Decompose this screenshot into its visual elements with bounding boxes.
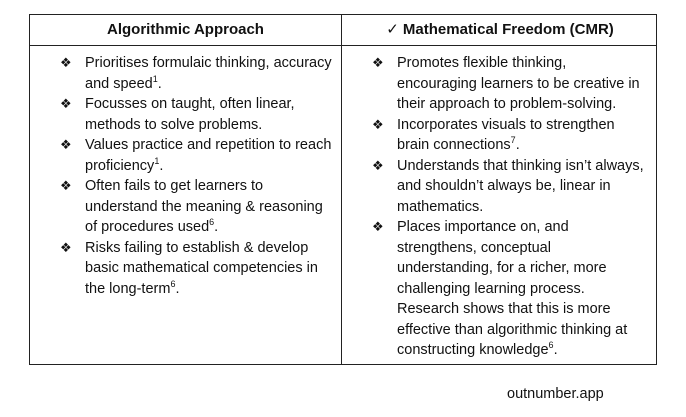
bullet-text: Values practice and repetition to reach proficiency <box>85 137 332 174</box>
bullet-punctuation: . <box>214 219 219 235</box>
bullet-text: Places importance on, and strengthens, conceptual understanding, for a richer, more challenging learning process. Research shows that this is more effective than algorithmic thinking at constructing knowledge <box>397 219 628 358</box>
algorithmic-approach-column <box>58 53 338 299</box>
diamond-bullet-icon: ❖ <box>372 219 384 234</box>
bullet-punctuation: . <box>553 342 558 358</box>
citation-superscript: 7 <box>510 135 516 146</box>
bullet-text: Prioritises formulaic thinking, accuracy and speed <box>85 55 332 92</box>
citation-superscript: 1 <box>154 155 160 166</box>
bullet-item <box>58 53 338 94</box>
bullet-text: Understands that thinking isn’t always, and shouldn’t always be, linear in mathematics. <box>397 157 644 215</box>
bullet-item <box>370 156 650 218</box>
bullet-text: Risks failing to establish & develop basic mathematical competencies in the long-term <box>85 239 318 297</box>
bullet-item <box>370 115 650 156</box>
bullet-text: Promotes flexible thinking, encouraging learners to be creative in their approach to problem-solving. <box>397 55 640 112</box>
bullet-item <box>58 238 338 300</box>
citation-superscript: 6 <box>209 217 215 228</box>
bullet-item <box>58 176 338 238</box>
diamond-bullet-icon: ❖ <box>60 55 72 70</box>
citation-superscript: 6 <box>170 278 176 289</box>
bullet-item <box>370 53 650 115</box>
header-divider <box>30 45 656 46</box>
diamond-bullet-icon: ❖ <box>60 239 72 255</box>
bullet-punctuation: . <box>157 75 162 92</box>
bullet-item <box>370 217 650 361</box>
diamond-bullet-icon: ❖ <box>372 116 384 132</box>
diamond-bullet-icon: ❖ <box>372 55 384 70</box>
bullet-punctuation: . <box>159 157 164 174</box>
bullet-punctuation: . <box>515 137 520 153</box>
bullet-text: Incorporates visuals to strengthen brain connections <box>397 116 615 153</box>
comparison-table <box>29 14 657 365</box>
bullet-text: Focusses on taught, often linear, methods to solve problems. <box>85 96 295 133</box>
citation-superscript: 1 <box>152 73 158 84</box>
source-label: outnumber.app <box>507 386 604 402</box>
algorithmic-approach-list <box>58 53 338 299</box>
diamond-bullet-icon: ❖ <box>60 137 72 152</box>
mathematical-freedom-list <box>370 53 650 361</box>
bullet-item <box>58 135 338 176</box>
citation-superscript: 6 <box>548 340 554 351</box>
column-divider <box>341 15 342 364</box>
mathematical-freedom-header: ✓ Mathematical Freedom (CMR) <box>386 21 614 38</box>
diamond-bullet-icon: ❖ <box>60 178 72 193</box>
bullet-punctuation: . <box>175 280 180 297</box>
bullet-text: Often fails to get learners to understand the meaning & reasoning of procedures used <box>85 178 323 235</box>
algorithmic-approach-header: Algorithmic Approach <box>107 21 264 38</box>
mathematical-freedom-column <box>370 53 650 361</box>
diamond-bullet-icon: ❖ <box>372 157 384 173</box>
diamond-bullet-icon: ❖ <box>60 96 72 111</box>
bullet-item <box>58 94 338 135</box>
